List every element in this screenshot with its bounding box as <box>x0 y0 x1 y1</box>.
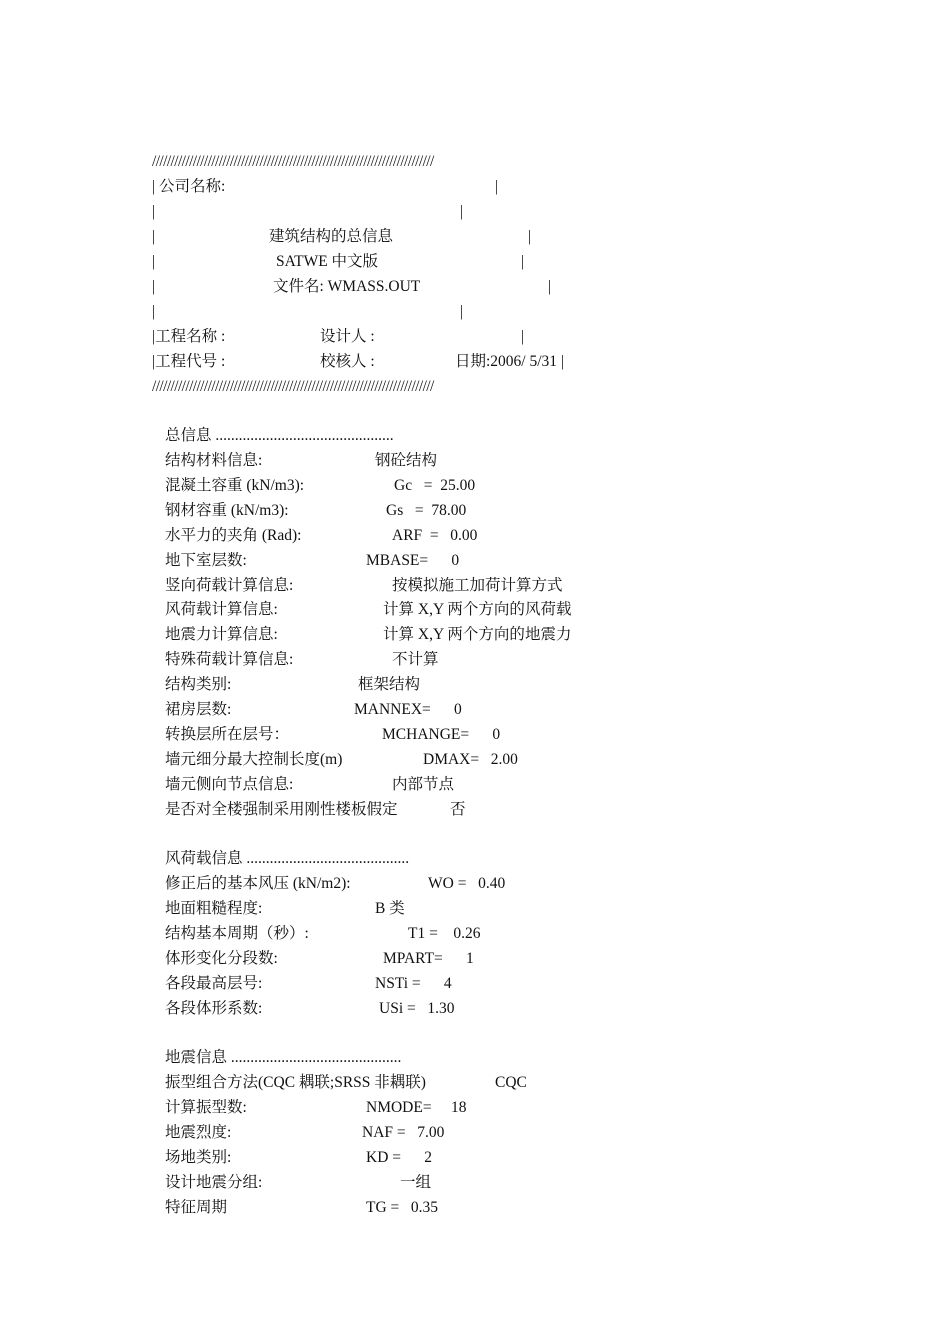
general-info-heading: 总信息 .............................................. <box>165 427 394 444</box>
info-label: 混凝土容重 (kN/m3): <box>165 477 305 494</box>
info-label: 地震烈度: <box>165 1124 232 1141</box>
info-label: 钢材容重 (kN/m3): <box>165 502 289 519</box>
header-bar: | <box>495 178 499 195</box>
header-bar: | <box>528 228 532 245</box>
info-value: 钢砼结构 <box>375 452 438 469</box>
info-label: 各段最高层号: <box>165 975 263 992</box>
info-value: MCHANGE= 0 <box>382 726 501 743</box>
seismic-info-heading: 地震信息 ............................................ <box>165 1049 402 1066</box>
header-bar: | <box>548 278 552 295</box>
designer-label: 设计人 : <box>320 328 375 345</box>
info-label: 墙元侧向节点信息: <box>165 776 294 793</box>
header-rule-bottom: //////////////////////////////////////////////////////////////////////////// <box>152 378 434 395</box>
info-value: ARF = 0.00 <box>392 527 478 544</box>
info-label: 竖向荷载计算信息: <box>165 577 294 594</box>
header-bar: | <box>152 228 156 245</box>
info-label: 地下室层数: <box>165 552 247 569</box>
info-label: 场地类别: <box>165 1149 232 1166</box>
info-label: 地面粗糙程度: <box>165 900 263 917</box>
info-value: MBASE= 0 <box>366 552 460 569</box>
info-value: 否 <box>450 801 466 818</box>
info-label: 裙房层数: <box>165 701 232 718</box>
info-value: 内部节点 <box>392 776 455 793</box>
header-bar: | <box>521 253 525 270</box>
header-rule-top: //////////////////////////////////////////////////////////////////////////// <box>152 153 434 170</box>
info-label: 振型组合方法(CQC 耦联;SRSS 非耦联) <box>165 1074 426 1091</box>
info-value: 一组 <box>400 1174 432 1191</box>
project-name-label: |工程名称 : <box>152 328 226 345</box>
info-value: WO = 0.40 <box>428 875 506 892</box>
info-label: 转换层所在层号： <box>165 726 290 743</box>
info-value: Gs = 78.00 <box>386 502 467 519</box>
info-value: 计算 X,Y 两个方向的风荷载 <box>383 601 572 618</box>
info-label: 风荷载计算信息: <box>165 601 278 618</box>
checker-label: 校核人 : <box>320 353 375 370</box>
info-label: 是否对全楼强制采用刚性楼板假定 <box>165 801 398 818</box>
info-label: 地震力计算信息: <box>165 626 278 643</box>
header-bar: | <box>152 203 156 220</box>
header-bar: | <box>460 203 464 220</box>
info-value: MPART= 1 <box>383 950 474 967</box>
header-bar: | <box>460 303 464 320</box>
info-label: 结构基本周期（秒）: <box>165 925 309 942</box>
file-name: 文件名: WMASS.OUT <box>273 278 421 295</box>
info-value: Gc = 25.00 <box>394 477 476 494</box>
info-label: 结构材料信息: <box>165 452 263 469</box>
info-value: CQC <box>495 1074 527 1091</box>
info-value: 不计算 <box>392 651 439 668</box>
wind-info-heading: 风荷载信息 .......................................... <box>165 850 410 867</box>
info-value: 框架结构 <box>358 676 421 693</box>
info-label: 各段体形系数: <box>165 1000 263 1017</box>
info-value: 计算 X,Y 两个方向的地震力 <box>383 626 572 643</box>
info-value: DMAX= 2.00 <box>423 751 518 768</box>
info-label: 结构类别: <box>165 676 232 693</box>
info-value: KD = 2 <box>366 1149 433 1166</box>
info-label: 设计地震分组: <box>165 1174 263 1191</box>
info-label: 水平力的夹角 (Rad): <box>165 527 302 544</box>
info-label: 特征周期 <box>165 1199 228 1216</box>
header-bar: | <box>152 303 156 320</box>
info-value: 按模拟施工加荷计算方式 <box>392 577 563 594</box>
header-bar: | <box>521 328 525 345</box>
info-value: NMODE= 18 <box>366 1099 467 1116</box>
info-value: USi = 1.30 <box>379 1000 455 1017</box>
header-bar: | <box>152 253 156 270</box>
info-value: B 类 <box>375 900 405 917</box>
info-label: 特殊荷载计算信息: <box>165 651 294 668</box>
software-version: SATWE 中文版 <box>276 253 379 270</box>
info-label: 体形变化分段数: <box>165 950 278 967</box>
info-value: NAF = 7.00 <box>362 1124 445 1141</box>
company-name-label: | 公司名称: <box>152 178 226 195</box>
info-value: T1 = 0.26 <box>408 925 481 942</box>
project-code-label: |工程代号 : <box>152 353 226 370</box>
header-bar: | <box>152 278 156 295</box>
info-label: 计算振型数: <box>165 1099 247 1116</box>
date-label: 日期:2006/ 5/31 | <box>455 353 565 370</box>
info-value: MANNEX= 0 <box>354 701 462 718</box>
info-value: TG = 0.35 <box>366 1199 439 1216</box>
info-label: 修正后的基本风压 (kN/m2): <box>165 875 351 892</box>
info-label: 墙元细分最大控制长度(m) <box>165 751 343 768</box>
report-title: 建筑结构的总信息 <box>269 228 394 245</box>
info-value: NSTi = 4 <box>375 975 452 992</box>
